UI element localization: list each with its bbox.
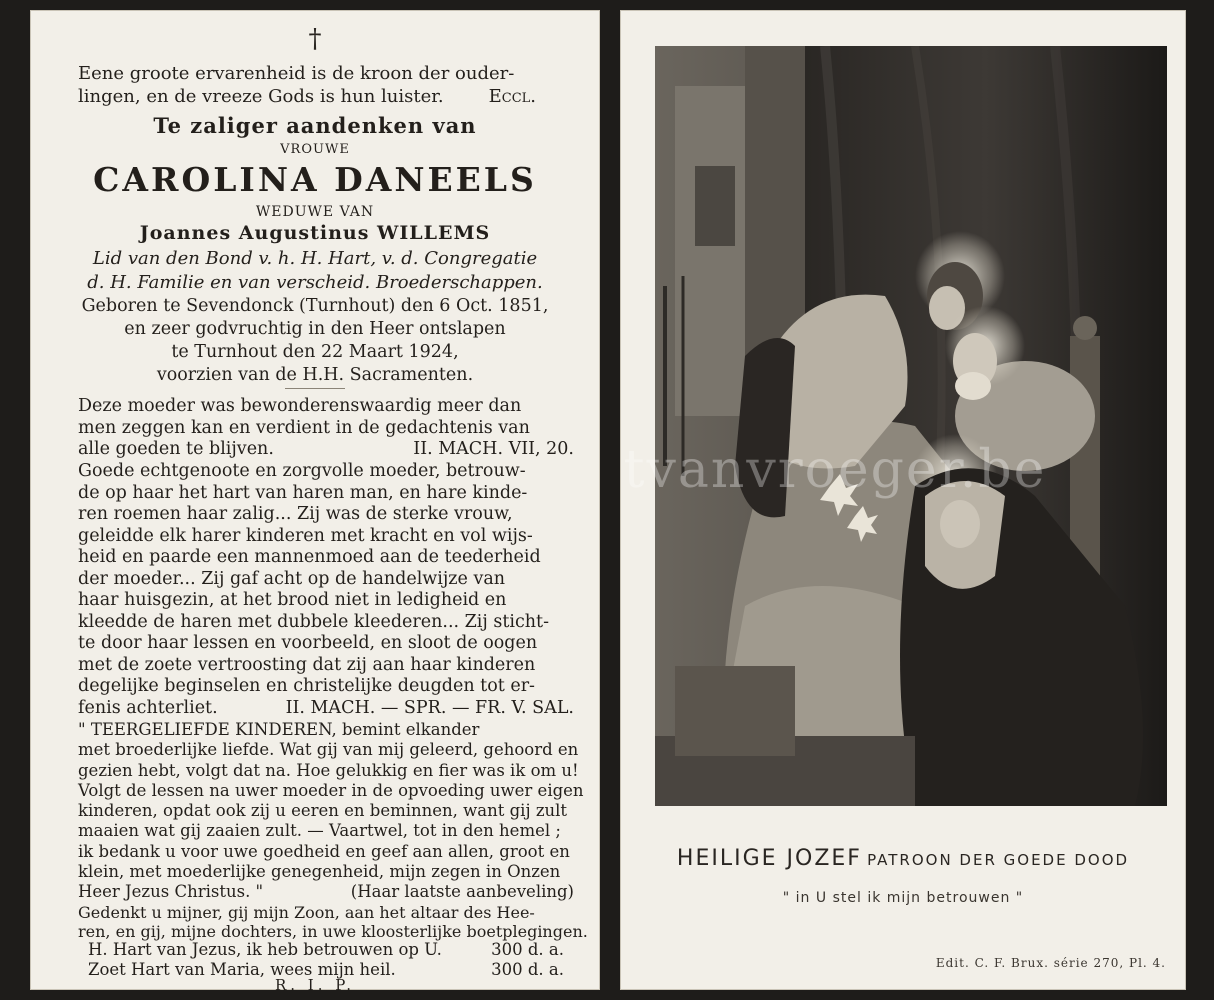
prayer-list: [88, 940, 564, 980]
paragraph-1: Deze moeder was bewonderenswaardig meer dan men zeggen kan en verdient in de gedachtenis van alle goeden te blijven. II. MACH. VII, 20.: [78, 396, 574, 459]
rip-text: R. I. P.: [274, 976, 356, 994]
caption-saint-name: HEILIGE JOZEF: [676, 846, 862, 871]
title-prefix: VROUWE: [280, 142, 350, 157]
caption-title: [620, 846, 1186, 871]
verse-reference: Eccl.: [488, 86, 536, 107]
prayer-item: H. Hart van Jezus, ik heb betrouwen op U. 300 d. a.: [88, 940, 564, 959]
site-watermark: tvanvroeger.be: [623, 440, 1047, 500]
paragraph-2: Goede echtgenoote en zorgvolle moeder, betrouw- de op haar het hart van haren man, en hare kinde- ren roemen haar zalig... Zij was de sterke vrouw, geleidde elk harer kinderen met kracht en vol wijs- heid en paarde een mannenmoed aan de teederheid der moeder... Zij gaf acht op de handelwijze van haar huisgezin, at het brood niet in ledigheid en kleedde de haren met dubbele kleederen... Zij sticht- te door haar lessen en voorbeeld, en sloot de oogen met de zoete vertroosting dat zij aan haar kinderen degelijke beginselen en christelijke deugden tot er- fenis achterliet. II. MACH. — SPR. — FR. V. SAL.: [78, 461, 574, 718]
paragraph-2-reference: II. MACH. — SPR. — FR. V. SAL.: [285, 697, 574, 718]
illustration-svg: [655, 46, 1167, 806]
widow-of-label: WEDUWE VAN: [255, 204, 375, 220]
membership-line-2: d. H. Familie en van verscheid. Broederschappen.: [87, 272, 543, 293]
memorial-text-card: [30, 10, 600, 994]
prayer-item: Zoet Hart van Maria, wees mijn heil. 300 d. a.: [88, 960, 564, 979]
paragraph-3: " TEERGELIEFDE KINDEREN, bemint elkander met broederlijke liefde. Wat gij van mij geleerd, gehoord en gezien hebt, volgt dat na. Hoe gelukkig en fier was ik om u! Volgt de lessen na uwer moeder in de opvoeding uwer eigen kinderen, opdat ook zij u eeren en beminnen, want gij zult maaien wat gij zaaien zult. — Vaartwel, tot in den hemel ; ik bedank u voor uwe goedheid en geef aan allen, groot en klein, met moederlijke genegenheid, mijn zegen in Onzen Heer Jezus Christus. " (Haar laatste aanbeveling): [78, 720, 584, 902]
paragraph-4: Gedenkt u mijner, gij mijn Zoon, aan het altaar des Hee- ren, en gij, mijne dochters, in uwe kloosterlijke boetplegingen.: [78, 903, 588, 941]
caption-prayer: " in U stel ik mijn betrouwen ": [782, 890, 1024, 906]
caption-patron: PATROON DER GOEDE DOOD: [867, 851, 1130, 869]
opening-verse: Eene groote ervarenheid is de kroon der ouder- lingen, en de vreeze Gods is hun luister. Eccl.: [78, 63, 536, 107]
death-line-3: voorzien van de H.H. Sacramenten.: [156, 365, 474, 385]
death-line-2: te Turnhout den 22 Maart 1924,: [171, 342, 459, 362]
husband-name: Joannes Augustinus WILLEMS: [139, 222, 491, 244]
memory-heading: Te zaliger aandenken van: [153, 113, 477, 138]
paragraph-3-reference: (Haar laatste aanbeveling): [350, 882, 574, 902]
paragraph-1-reference: II. MACH. VII, 20.: [413, 439, 574, 459]
death-line-1: en zeer godvruchtig in den Heer ontslapen: [124, 319, 506, 339]
illustration-card: [620, 10, 1186, 990]
cross-icon: †: [308, 24, 322, 54]
death-of-saint-joseph-illustration: [655, 46, 1167, 806]
deceased-name: CAROLINA DANEELS: [93, 160, 537, 199]
membership-line-1: Lid van den Bond v. h. H. Hart, v. d. Congregatie: [92, 248, 538, 269]
publisher-note: Edit. C. F. Brux. série 270, Pl. 4.: [935, 956, 1166, 970]
divider: [285, 388, 345, 389]
birth-line: Geboren te Sevendonck (Turnhout) den 6 Oct. 1851,: [81, 296, 549, 316]
